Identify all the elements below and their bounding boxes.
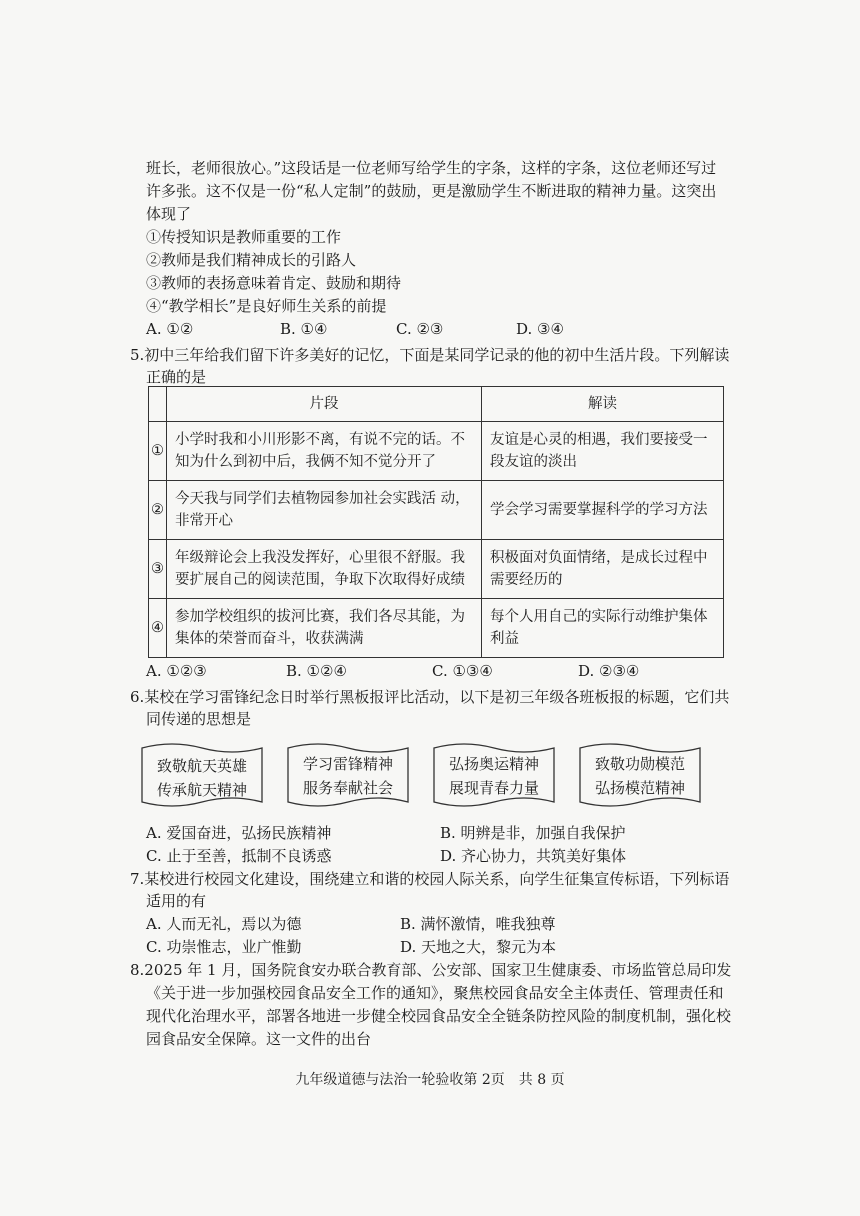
option-b: B. ①②④: [286, 662, 347, 680]
option-a: A. 爱国奋进，弘扬民族精神: [146, 824, 332, 842]
row-number: ②: [149, 481, 167, 540]
table-row: [149, 481, 724, 540]
option-c: C. 止于至善，抵制不良诱惑: [146, 847, 332, 865]
q6-options-row2: [146, 845, 766, 867]
option-d: D. ③④: [516, 320, 564, 338]
q8-stem-line: 现代化治理水平，部署各地进一步健全校园食品安全全链条防控风险的制度机制，强化校: [146, 1007, 732, 1025]
card-line: 学习雷锋精神: [302, 755, 393, 773]
option-b: B. ①④: [280, 320, 328, 338]
q5-options: [146, 660, 766, 682]
option-d: D. 齐心协力，共筑美好集体: [440, 847, 627, 865]
table-header-reading: 解读: [482, 387, 724, 422]
option-d: D. 天地之大，黎元为本: [400, 938, 557, 956]
option-b: B. 明辨是非，加强自我保护: [440, 824, 626, 842]
reading-cell: 学会学习需要掌握科学的学习方法: [482, 481, 724, 540]
q4-options: [146, 318, 766, 340]
option-c: C. 功崇惟志，业广惟勤: [146, 938, 302, 956]
q7-options-row1: [146, 913, 766, 935]
row-number: ①: [149, 422, 167, 481]
blackboard-title-card: [140, 740, 264, 810]
option-a: A. ①②③: [146, 662, 207, 680]
q4-statement: ②教师是我们精神成长的引路人: [146, 251, 357, 269]
q6-options-row1: [146, 822, 766, 844]
segment-cell: 参加学校组织的拔河比赛，我们各尽其能，为集体的荣誉而奋斗，收获满满: [167, 599, 482, 658]
card-line: 传承航天精神: [156, 781, 247, 799]
segment-cell: 小学时我和小川形影不离，有说不完的话。不知为什么到初中后，我俩不知不觉分开了: [167, 422, 482, 481]
q5-table: [148, 386, 724, 658]
q7-stem-line: 适用的有: [146, 892, 207, 910]
q4-text-line: 体现了: [146, 205, 192, 223]
q4-statement: ①传授知识是教师重要的工作: [146, 228, 342, 246]
reading-cell: 每个人用自己的实际行动维护集体利益: [482, 599, 724, 658]
option-d: D. ②③④: [578, 662, 640, 680]
q5-stem-line: 5.初中三年给我们留下许多美好的记忆，下面是某同学记录的他的初中生活片段。下列解读: [130, 346, 730, 364]
card-line: 弘扬模范精神: [594, 779, 685, 797]
q7-options-row2: [146, 936, 766, 958]
reading-cell: 友谊是心灵的相遇，我们要接受一段友谊的淡出: [482, 422, 724, 481]
q8-stem-line: 《关于进一步加强校园食品安全工作的通知》，聚焦校园食品安全主体责任、管理责任和: [146, 984, 724, 1002]
reading-cell: 积极面对负面情绪，是成长过程中需要经历的: [482, 540, 724, 599]
page-footer: 九年级道德与法治一轮验收第 2页 共 8 页: [295, 1072, 565, 1088]
q4-text-line: 许多张。这不仅是一份“私人定制”的鼓励，更是激励学生不断进取的精神力量。这突出: [146, 182, 717, 200]
blackboard-title-card: [286, 740, 410, 810]
blackboard-title-card: [578, 740, 702, 810]
q6-stem-line: 同传递的思想是: [146, 710, 252, 728]
option-a: A. ①②: [146, 320, 194, 338]
card-line: 展现青春力量: [448, 779, 539, 797]
option-c: C. ①③④: [432, 662, 493, 680]
q4-statement: ④“教学相长”是良好师生关系的前提: [146, 297, 387, 315]
q8-stem-line: 园食品安全保障。这一文件的出台: [146, 1030, 372, 1048]
card-line: 弘扬奥运精神: [448, 755, 539, 773]
row-number: ③: [149, 540, 167, 599]
segment-cell: 今天我与同学们去植物园参加社会实践活 动，非常开心: [167, 481, 482, 540]
table-header-no: [149, 387, 167, 422]
q5-stem-line: 正确的是: [146, 368, 207, 386]
option-c: C. ②③: [396, 320, 444, 338]
segment-cell: 年级辩论会上我没发挥好，心里很不舒服。我要扩展自己的阅读范围，争取下次取得好成绩: [167, 540, 482, 599]
card-line: 致敬航天英雄: [156, 757, 247, 775]
q8-stem-line: 8.2025 年 1 月，国务院食安办联合教育部、公安部、国家卫生健康委、市场监管总局印发: [130, 961, 732, 979]
blackboard-title-card: [432, 740, 556, 810]
q4-text-line: 班长，老师很放心。”这段话是一位老师写给学生的字条，这样的字条，这位老师还写过: [146, 159, 717, 177]
option-a: A. 人而无礼，焉以为德: [146, 915, 302, 933]
table-row: [149, 540, 724, 599]
table-row: [149, 599, 724, 658]
q4-statement: ③教师的表扬意味着肯定、鼓励和期待: [146, 274, 402, 292]
option-b: B. 满怀激情，唯我独尊: [400, 915, 556, 933]
q6-stem-line: 6.某校在学习雷锋纪念日时举行黑板报评比活动，以下是初三年级各班板报的标题，它们共: [130, 688, 730, 706]
table-row: [149, 422, 724, 481]
card-line: 服务奉献社会: [302, 779, 393, 797]
row-number: ④: [149, 599, 167, 658]
card-line: 致敬功勋模范: [594, 755, 685, 773]
table-header-segment: 片段: [167, 387, 482, 422]
q7-stem-line: 7.某校进行校园文化建设，围绕建立和谐的校园人际关系，向学生征集宣传标语，下列标语: [130, 870, 730, 888]
